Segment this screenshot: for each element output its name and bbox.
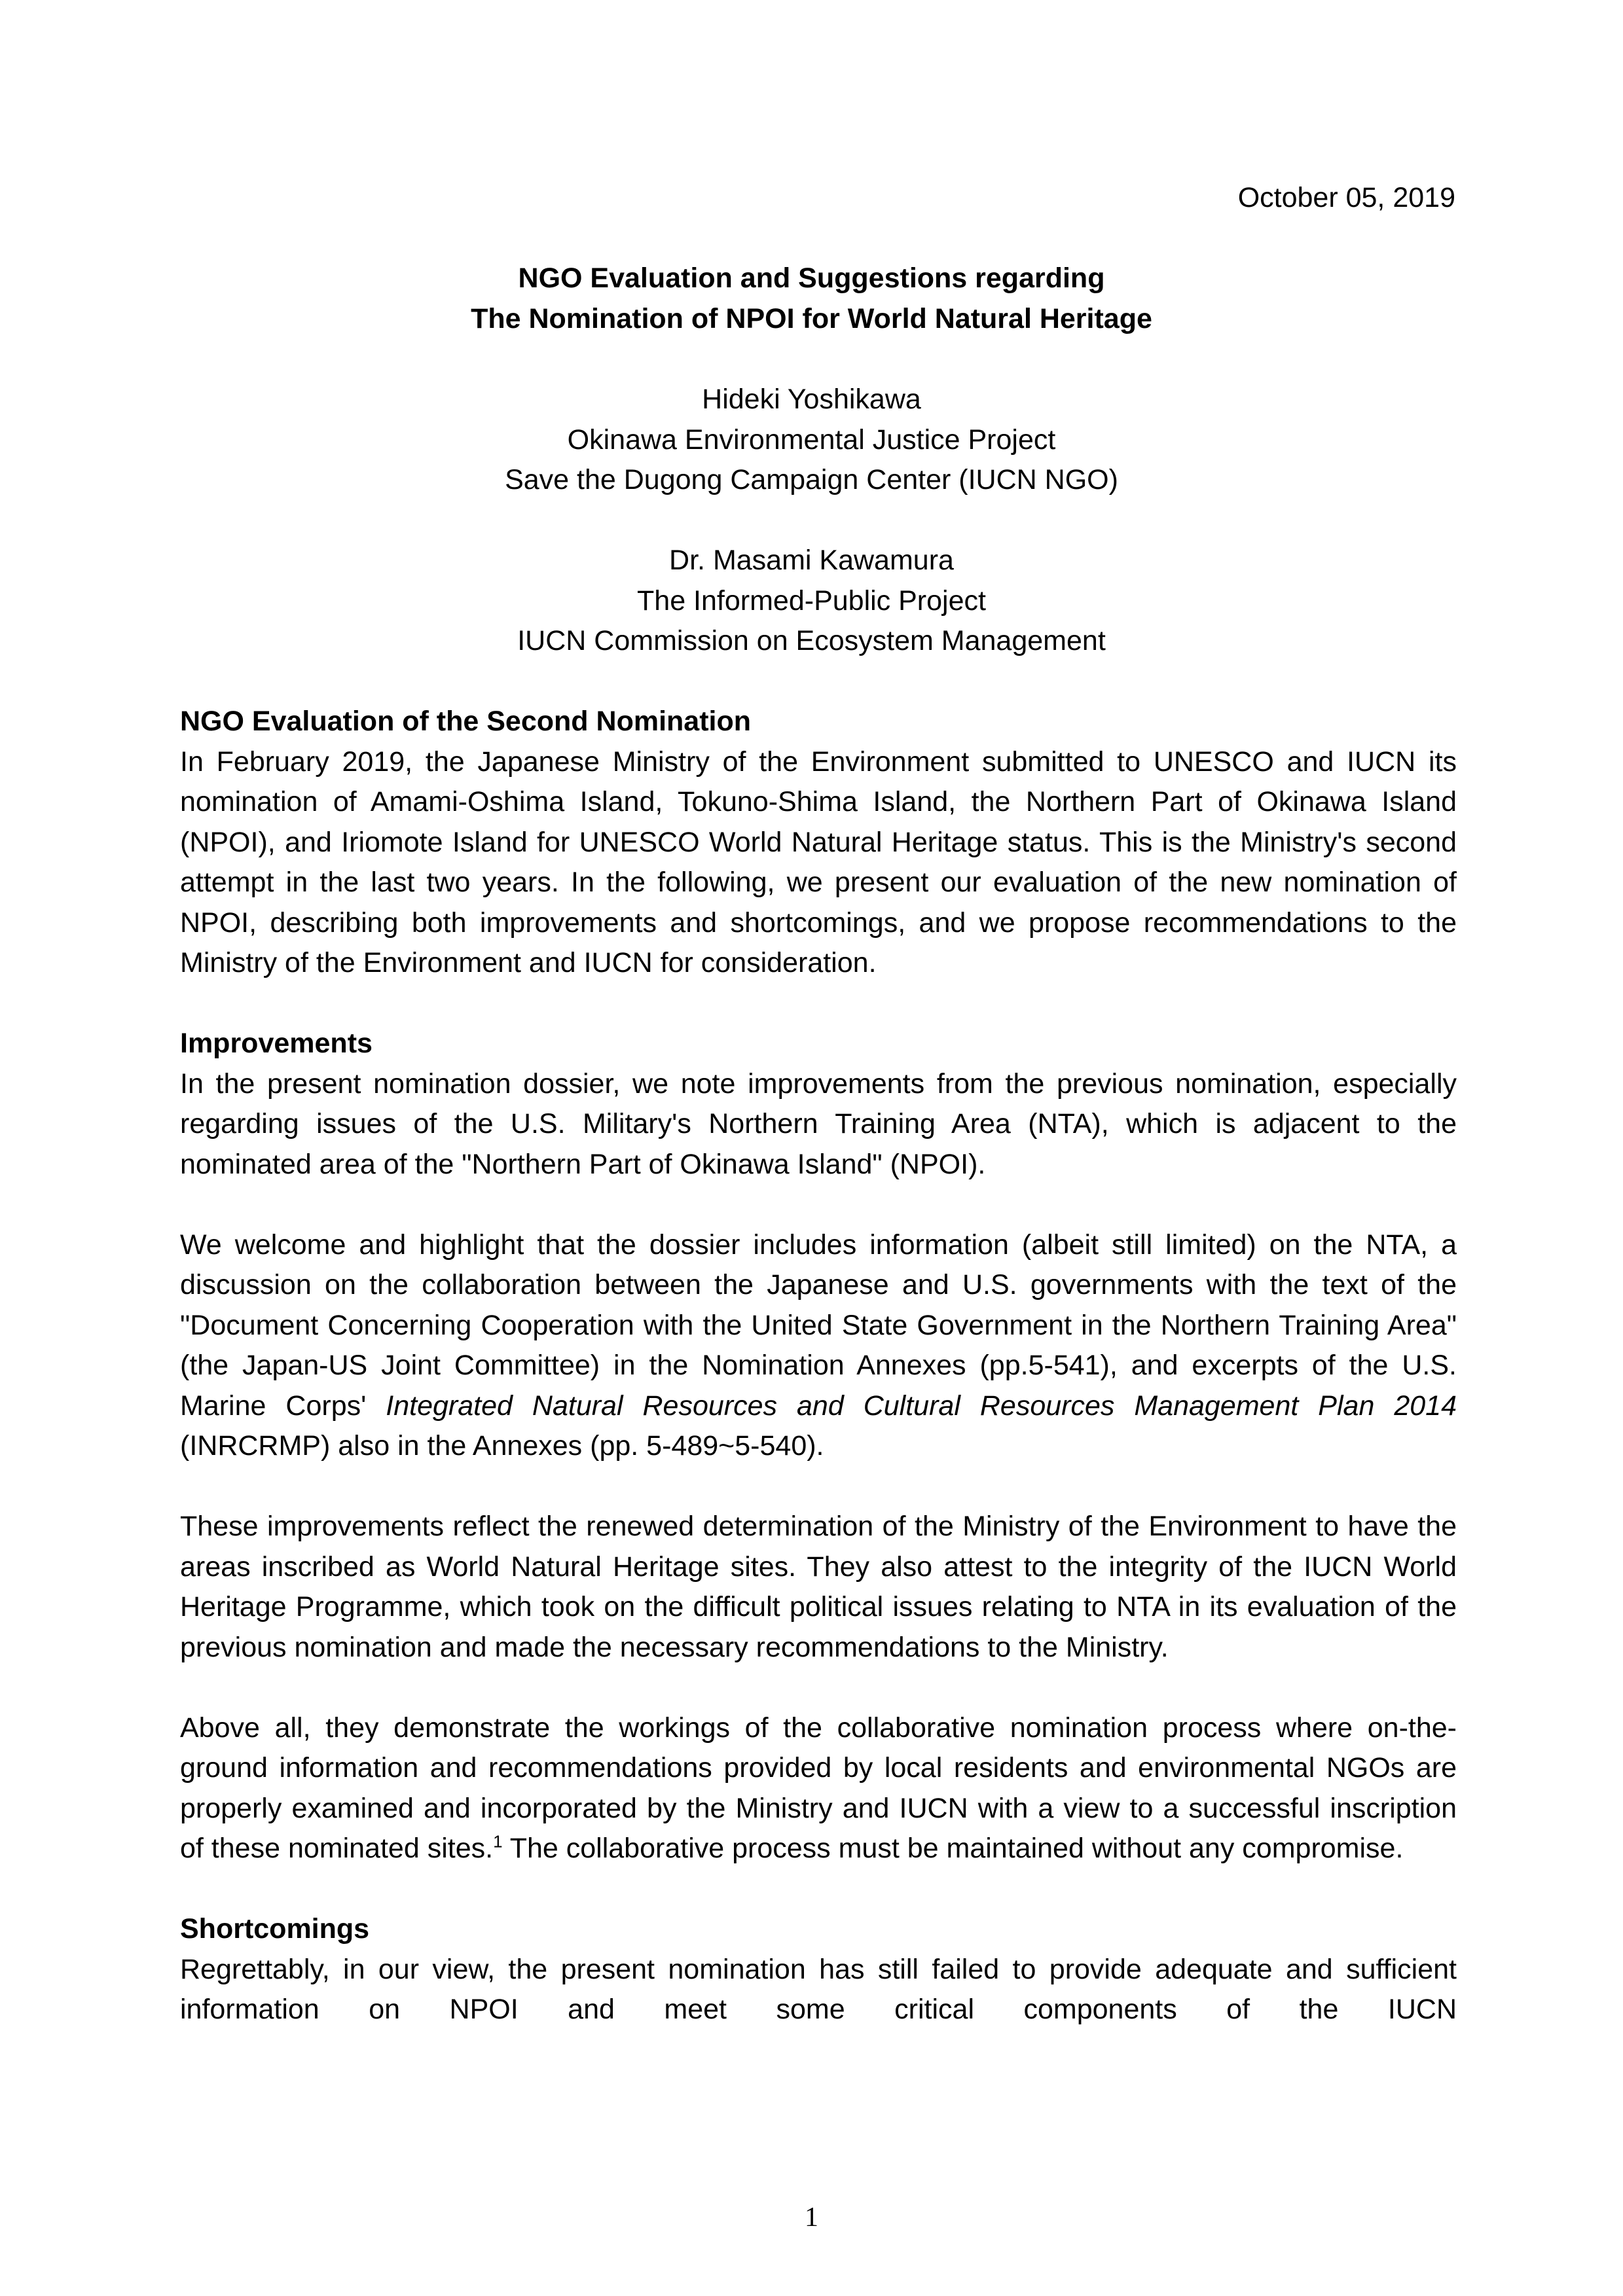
paragraph: Regrettably, in our view, the present nomination has still failed to provide adequate and sufficient information on NPOI and meet some critical components of the IUCN — [180, 1953, 1457, 2025]
document-title — [0, 259, 1623, 339]
paragraph — [180, 1708, 1457, 1869]
section-heading: NGO Evaluation of the Second Nomination — [180, 706, 751, 737]
paragraph-text: The collaborative process must be maintained without any compromise. — [502, 1833, 1404, 1864]
author-name: Hideki Yoshikawa — [702, 384, 921, 415]
document-date: October 05, 2019 — [1237, 182, 1455, 213]
title-line-2: The Nomination of NPOI for World Natural Heritage — [471, 302, 1152, 334]
section-evaluation — [180, 702, 1457, 984]
section-improvements — [180, 1024, 1457, 1869]
author-block-1 — [0, 380, 1623, 501]
paragraph-text: (INRCRMP) also in the Annexes (pp. 5-489~5-540). — [180, 1430, 824, 1462]
section-shortcomings — [180, 1909, 1457, 2030]
paragraph: In the present nomination dossier, we note improvements from the previous nomination, especially regarding issues of the U.S. Military's Northern Training Area (NTA), which is adjacent to the nominated area of the "Northern Part of Okinawa Island" (NPOI). — [180, 1067, 1457, 1180]
section-heading: Improvements — [180, 1028, 373, 1059]
author-block-2 — [0, 541, 1623, 662]
author-affiliation: The Informed-Public Project — [637, 584, 986, 617]
paragraph: These improvements reflect the renewed determination of the Ministry of the Environment to have the areas inscribed as World Natural Heritage sites. They also attest to the integrity of the IUCN World Heritage Programme, which took on the difficult political issues relating to NTA in its evaluation of the previous nomination and made the necessary recommendations to the Ministry. — [180, 1511, 1457, 1663]
document-body — [180, 702, 1457, 2030]
author-name: Dr. Masami Kawamura — [669, 545, 954, 576]
page-number: 1 — [805, 2202, 818, 2233]
footnote-reference[interactable]: 1 — [493, 1831, 503, 1852]
paragraph: In February 2019, the Japanese Ministry of the Environment submitted to UNESCO and IUCN its nomination of Amami-Oshima Island, Tokuno-Shima Island, the Northern Part of Okinawa Island (NPOI), and Iriomote Island for UNESCO World Natural Heritage status. This is the Ministry's second attempt in the last two years. In the following, we present our evaluation of the new nomination of NPOI, describing both improvements and shortcomings, and we propose recommendations to the Ministry of the Environment and IUCN for consideration. — [180, 745, 1457, 978]
paragraph-text: Above all, they demonstrate the workings of the collaborative nomination process where on-the-ground information and recommendations provided by local residents and environmental NGOs are properly examined and incorporated by the Ministry and IUCN with a view to a successful inscription of these nominated sites. — [180, 1712, 1457, 1864]
italic-document-title: Integrated Natural Resources and Cultural Resources Management Plan 2014 — [386, 1390, 1457, 1422]
section-heading: Shortcomings — [180, 1913, 370, 1945]
author-affiliation: Okinawa Environmental Justice Project — [567, 423, 1056, 456]
paragraph-text: We welcome and highlight that the dossier includes information (albeit still limited) on the NTA, a discussion on the collaboration between the Japanese and U.S. governments with the text of the "Document Concerning Cooperation with the United State Government in the Northern Training Area" (the Japan-US Joint Committee) in the Nomination Annexes (pp.5-541), and excerpts of the U.S. Marine Corps' — [180, 1229, 1457, 1422]
title-line-1: NGO Evaluation and Suggestions regarding — [518, 262, 1105, 294]
paragraph — [180, 1225, 1457, 1467]
author-affiliation: Save the Dugong Campaign Center (IUCN NGO) — [505, 464, 1118, 495]
author-affiliation: IUCN Commission on Ecosystem Management — [517, 625, 1106, 656]
